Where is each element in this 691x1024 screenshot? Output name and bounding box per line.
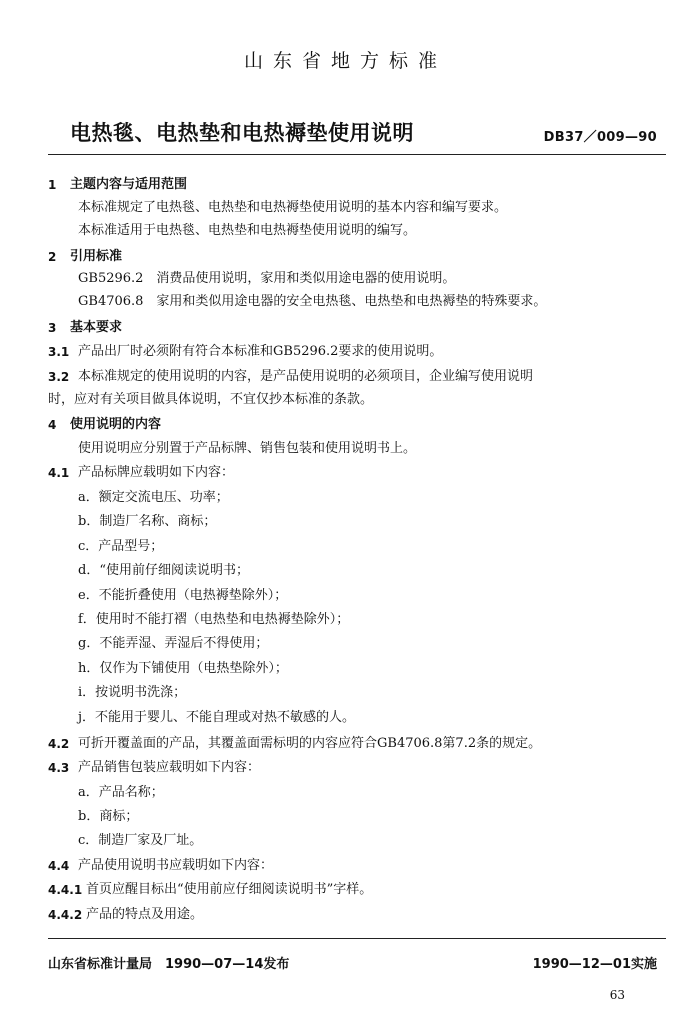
line-text: GB5296.2 消费品使用说明，家用和类似用途电器的使用说明。 bbox=[78, 271, 456, 286]
clause-number: 3 bbox=[48, 321, 57, 335]
text-line bbox=[78, 587, 287, 605]
text-line bbox=[48, 464, 235, 482]
text-line bbox=[48, 759, 261, 777]
clause-number: 4 bbox=[48, 418, 57, 432]
clause-number: 4.3 bbox=[48, 761, 70, 775]
text-line bbox=[48, 368, 534, 386]
text-line bbox=[78, 611, 349, 629]
line-text: 产品销售包装应载明如下内容： bbox=[78, 760, 261, 775]
text-line bbox=[78, 489, 229, 507]
heading-text: 使用说明的内容 bbox=[70, 417, 162, 432]
line-text: 本标准规定的使用说明的内容，是产品使用说明的必须项目，企业编写使用说明 bbox=[78, 369, 534, 384]
line-text: a．产品名称； bbox=[78, 785, 164, 800]
footer-effective-date: 1990—12—01实施 bbox=[532, 957, 657, 972]
clause-number: 4.1 bbox=[48, 466, 70, 480]
line-text: 产品出厂时必须附有符合本标准和GB5296.2要求的使用说明。 bbox=[78, 344, 443, 359]
clause-number: 1 bbox=[48, 178, 57, 192]
clause-number: 3.1 bbox=[48, 345, 70, 359]
text-line bbox=[78, 660, 288, 678]
line-text: a．额定交流电压、功率； bbox=[78, 490, 229, 505]
text-line bbox=[78, 562, 249, 580]
line-text: j．不能用于婴儿、不能自理或对热不敏感的人。 bbox=[78, 710, 356, 725]
text-line bbox=[48, 343, 443, 361]
text-line bbox=[78, 222, 416, 240]
line-text: 本标准适用于电热毯、电热垫和电热褥垫使用说明的编写。 bbox=[78, 223, 417, 238]
text-line bbox=[78, 538, 163, 556]
line-text: 产品使用说明书应载明如下内容： bbox=[78, 858, 274, 873]
standard-code: DB37／009—90 bbox=[543, 130, 657, 145]
text-line bbox=[78, 635, 268, 653]
line-text: b．制造厂名称、商标； bbox=[78, 514, 217, 529]
line-text: 产品的特点及用途。 bbox=[86, 907, 204, 922]
line-text: 首页应醒目标出“使用前应仔细阅读说明书”字样。 bbox=[86, 882, 373, 897]
line-text: 产品标牌应载明如下内容： bbox=[78, 465, 235, 480]
line-text: g．不能弄湿、弄湿后不得使用； bbox=[78, 636, 269, 651]
heading-text: 引用标准 bbox=[70, 249, 123, 264]
text-line bbox=[78, 709, 355, 727]
section-heading bbox=[48, 416, 162, 434]
line-text: c．制造厂家及厂址。 bbox=[78, 833, 203, 848]
text-line bbox=[48, 906, 204, 924]
text-line bbox=[78, 784, 164, 802]
line-text: i．按说明书洗涤； bbox=[78, 685, 187, 700]
line-text: d．“使用前仔细阅读说明书； bbox=[78, 563, 249, 578]
footer-issuer: 山东省标准计量局 1990—07—14发布 bbox=[48, 957, 290, 972]
line-text: h．仅作为下铺使用（电热垫除外）； bbox=[78, 661, 288, 676]
text-line bbox=[78, 513, 216, 531]
line-text: 可折开覆盖面的产品，其覆盖面需标明的内容应符合GB4706.8第7.2条的规定。 bbox=[78, 736, 542, 751]
bottom-rule bbox=[48, 938, 666, 939]
top-rule bbox=[48, 154, 666, 155]
section-heading bbox=[48, 176, 188, 194]
text-line bbox=[48, 735, 542, 753]
line-text: e．不能折叠使用（电热褥垫除外）； bbox=[78, 588, 288, 603]
line-text: 本标准规定了电热毯、电热垫和电热褥垫使用说明的基本内容和编写要求。 bbox=[78, 200, 508, 215]
line-text: f．使用时不能打褶（电热垫和电热褥垫除外）； bbox=[78, 612, 350, 627]
clause-number: 4.4 bbox=[48, 859, 70, 873]
clause-number: 4.4.2 bbox=[48, 908, 83, 922]
clause-number: 2 bbox=[48, 250, 57, 264]
text-line bbox=[48, 857, 274, 875]
standard-title: 电热毯、电热垫和电热褥垫使用说明 bbox=[70, 121, 414, 145]
header-title: 山东省地方标准 bbox=[243, 50, 447, 72]
heading-text: 基本要求 bbox=[70, 320, 123, 335]
clause-number: 4.2 bbox=[48, 737, 70, 751]
line-text: 时，应对有关项目做具体说明，不宜仅抄本标准的条款。 bbox=[48, 392, 374, 407]
section-heading bbox=[48, 319, 123, 337]
text-line bbox=[48, 881, 373, 899]
text-line bbox=[48, 391, 373, 409]
line-text: GB4706.8 家用和类似用途电器的安全电热毯、电热垫和电热褥垫的特殊要求。 bbox=[78, 294, 547, 309]
clause-number: 4.4.1 bbox=[48, 883, 83, 897]
line-text: 使用说明应分别置于产品标牌、销售包装和使用说明书上。 bbox=[78, 441, 417, 456]
page-number: 63 bbox=[609, 988, 625, 1002]
text-line bbox=[78, 270, 455, 288]
text-line bbox=[78, 684, 186, 702]
text-line bbox=[78, 293, 546, 311]
text-line bbox=[78, 832, 202, 850]
heading-text: 主题内容与适用范围 bbox=[70, 177, 188, 192]
text-line bbox=[78, 440, 416, 458]
clause-number: 3.2 bbox=[48, 370, 70, 384]
section-heading bbox=[48, 248, 123, 266]
line-text: c．产品型号； bbox=[78, 539, 164, 554]
text-line bbox=[78, 808, 138, 826]
text-line bbox=[78, 199, 507, 217]
line-text: b．商标； bbox=[78, 809, 139, 824]
